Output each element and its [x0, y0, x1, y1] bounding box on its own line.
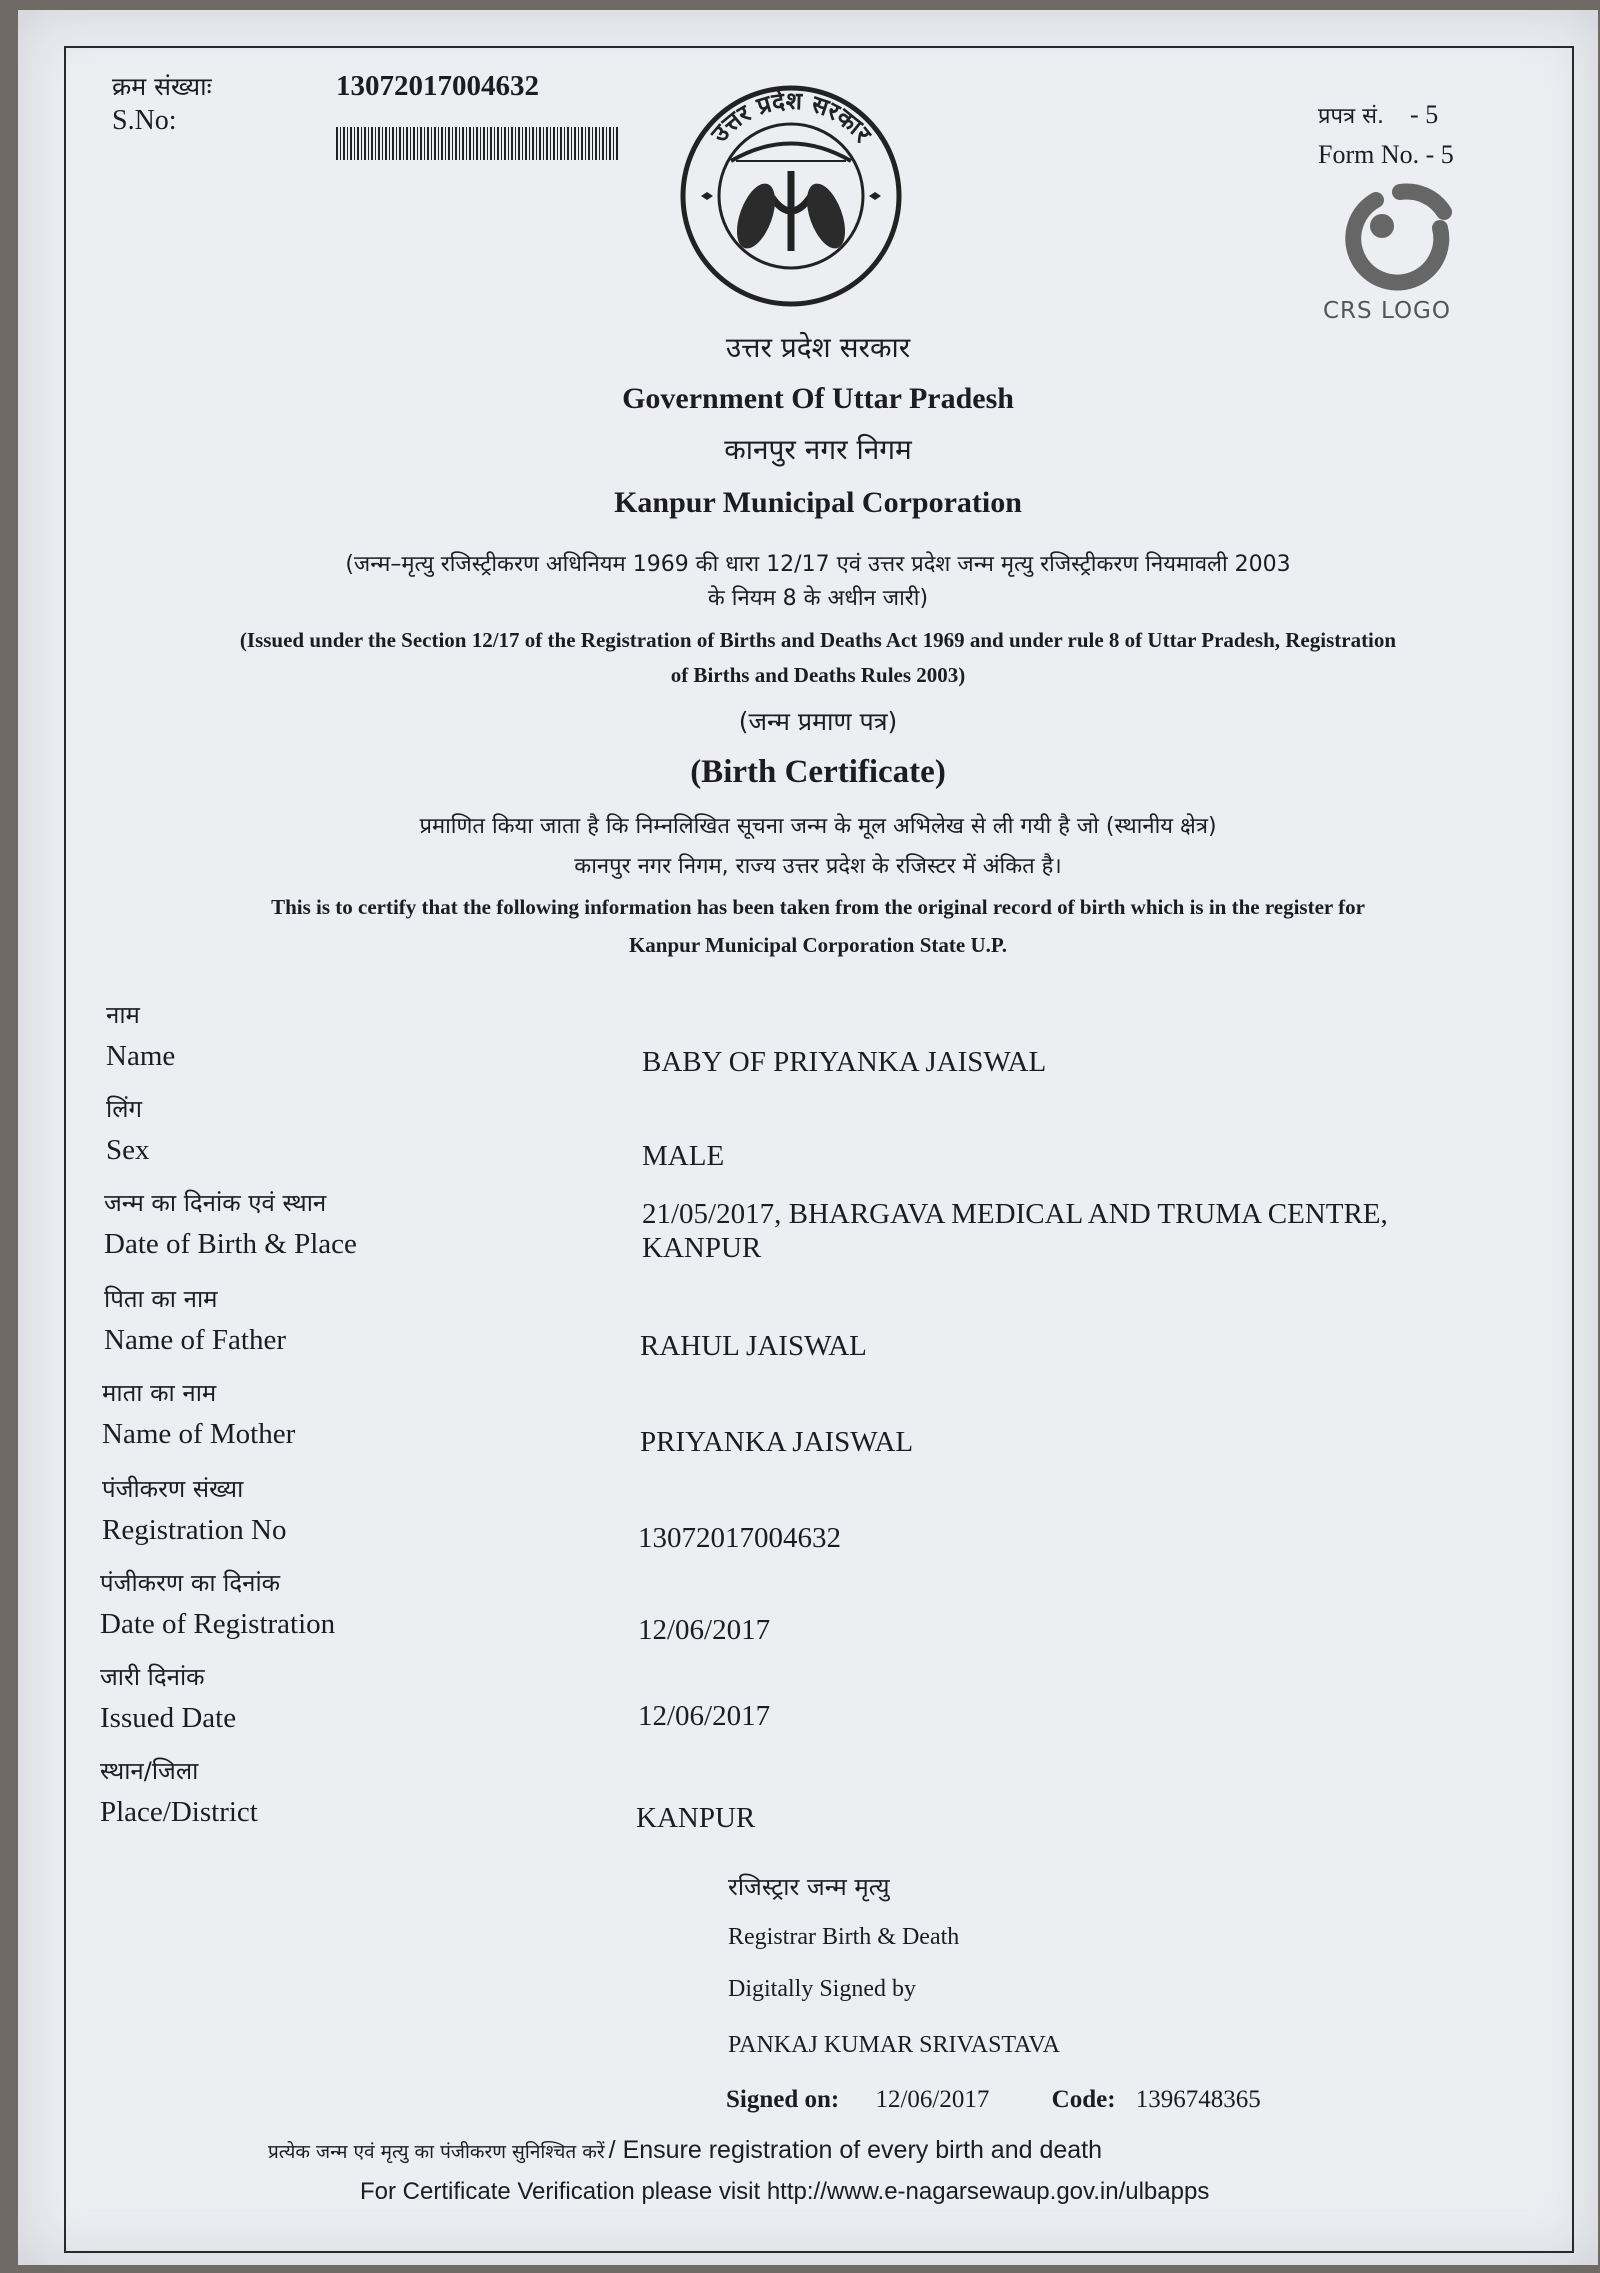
registrar-title-hindi: रजिस्ट्रार जन्म मृत्यु	[728, 1873, 890, 1901]
corporation-title: Kanpur Municipal Corporation	[614, 486, 1022, 519]
certify-statement-hindi-line1: प्रमाणित किया जाता है कि निम्नलिखित सूचना जन्म के मूल अभिलेख से ली गयी है जो (स्थानीय क्षेत्र)	[419, 814, 1217, 839]
field-label-hindi: लिंग	[106, 1095, 142, 1123]
ensure-note-hindi: प्रत्येक जन्म एवं मृत्यु का पंजीकरण सुनिश्चित करें	[268, 2141, 605, 2163]
field-label: Registration No	[102, 1514, 287, 1546]
act-reference-hindi-line1: (जन्म–मृत्यु रजिस्ट्रीकरण अधिनियम 1969 की धारा 12/17 एवं उत्तर प्रदेश जन्म मृत्यु रजिस्ट्रीकरण नियमावली 2003	[345, 552, 1291, 577]
field-value-place: KANPUR	[636, 1802, 756, 1834]
serial-label	[112, 70, 212, 138]
svg-text:उत्तर प्रदेश सरकार	[705, 87, 878, 149]
field-label-hindi: पंजीकरण का दिनांक	[100, 1569, 281, 1597]
state-title: Government Of Uttar Pradesh	[622, 382, 1014, 415]
form-value-top: - 5	[1410, 100, 1439, 129]
act-reference-hindi-line2: के नियम 8 के अधीन जारी)	[707, 586, 929, 611]
field-label-hindi: जन्म का दिनांक एवं स्थान	[104, 1189, 327, 1217]
form-label-english: Form No.	[1318, 140, 1420, 169]
form-value: - 5	[1425, 140, 1454, 169]
certify-statement-hindi-line2: कानपुर नगर निगम, राज्य उत्तर प्रदेश के रजिस्टर में अंकित है।	[574, 854, 1062, 879]
field-label: Name	[106, 1040, 176, 1072]
field-value-date-place: 21/05/2017, BHARGAVA MEDICAL AND TRUMA CENTRE,	[642, 1198, 1388, 1230]
barcode	[336, 127, 618, 160]
corporation-title-hindi: कानपुर नगर निगम	[724, 433, 912, 466]
certificate-sheet	[18, 10, 1598, 2265]
state-title-hindi: उत्तर प्रदेश सरकार	[725, 331, 911, 364]
field-label: Issued Date	[100, 1702, 237, 1734]
crs-logo-text: CRS LOGO	[1323, 298, 1451, 324]
field-value-name: BABY OF PRIYANKA JAISWAL	[642, 1046, 1047, 1078]
up-government-emblem-icon	[676, 76, 906, 318]
field-label: Sex	[106, 1134, 150, 1166]
crs-logo-icon	[1336, 178, 1460, 298]
code-value: 1396748365	[1135, 2086, 1261, 2113]
field-value-date-place-line2: KANPUR	[642, 1232, 762, 1264]
field-label: Date of Registration	[100, 1608, 336, 1640]
code-label: Code:	[1051, 2086, 1116, 2113]
certify-statement-line1: This is to certify that the following information has been taken from the original record of birth which is in the register for	[271, 895, 1365, 919]
certificate-border	[64, 46, 1574, 2253]
emblem-text: उत्तर प्रदेश सरकार	[705, 86, 877, 148]
field-label-hindi: माता का नाम	[102, 1379, 217, 1407]
serial-label-hindi: क्रम संख्याः	[112, 72, 212, 101]
field-value-issued-date: 12/06/2017	[638, 1700, 771, 1732]
ensure-note-english: / Ensure registration of every birth and death	[608, 2136, 1103, 2164]
registrar-title: Registrar Birth & Death	[728, 1924, 960, 1950]
field-value-registration-date: 12/06/2017	[638, 1614, 771, 1646]
field-label: Name of Mother	[102, 1418, 296, 1450]
serial-label-english: S.No:	[112, 105, 177, 136]
field-label-hindi: जारी दिनांक	[100, 1663, 205, 1691]
field-value-father: RAHUL JAISWAL	[640, 1330, 867, 1362]
field-value-sex: MALE	[642, 1140, 725, 1172]
form-label-hindi: प्रपत्र सं.	[1318, 104, 1385, 129]
signature-details	[726, 2086, 1261, 2114]
signed-on-label: Signed on:	[726, 2086, 840, 2113]
verification-url-note: For Certificate Verification please visit http://www.e-nagarsewaup.gov.in/ulbapps	[360, 2178, 1210, 2205]
field-value-mother: PRIYANKA JAISWAL	[640, 1426, 914, 1458]
act-reference-line2: of Births and Deaths Rules 2003)	[670, 663, 966, 687]
serial-number: 13072017004632	[336, 70, 539, 102]
field-label: Place/District	[100, 1796, 258, 1828]
signed-on-value: 12/06/2017	[875, 2086, 990, 2113]
field-label-hindi: नाम	[106, 1001, 140, 1029]
certificate-title: (Birth Certificate)	[690, 754, 946, 790]
field-label-hindi: पिता का नाम	[104, 1285, 218, 1313]
certificate-title-hindi: (जन्म प्रमाण पत्र)	[738, 707, 898, 736]
field-label-hindi: स्थान/जिला	[100, 1757, 199, 1785]
act-reference-line1: (Issued under the Section 12/17 of the Registration of Births and Deaths Act 1969 and under rule 8 of Uttar Pradesh, Registration	[239, 628, 1397, 652]
field-label: Date of Birth & Place	[104, 1228, 357, 1260]
registrar-name: PANKAJ KUMAR SRIVASTAVA	[728, 2032, 1060, 2058]
field-label: Name of Father	[104, 1324, 286, 1356]
field-value-registration-no: 13072017004632	[638, 1522, 841, 1554]
form-number	[1318, 96, 1454, 174]
field-label-hindi: पंजीकरण संख्या	[102, 1475, 244, 1503]
digitally-signed-by: Digitally Signed by	[728, 1976, 916, 2002]
certify-statement-line2: Kanpur Municipal Corporation State U.P.	[628, 933, 1008, 957]
ensure-registration-note	[268, 2136, 1102, 2165]
